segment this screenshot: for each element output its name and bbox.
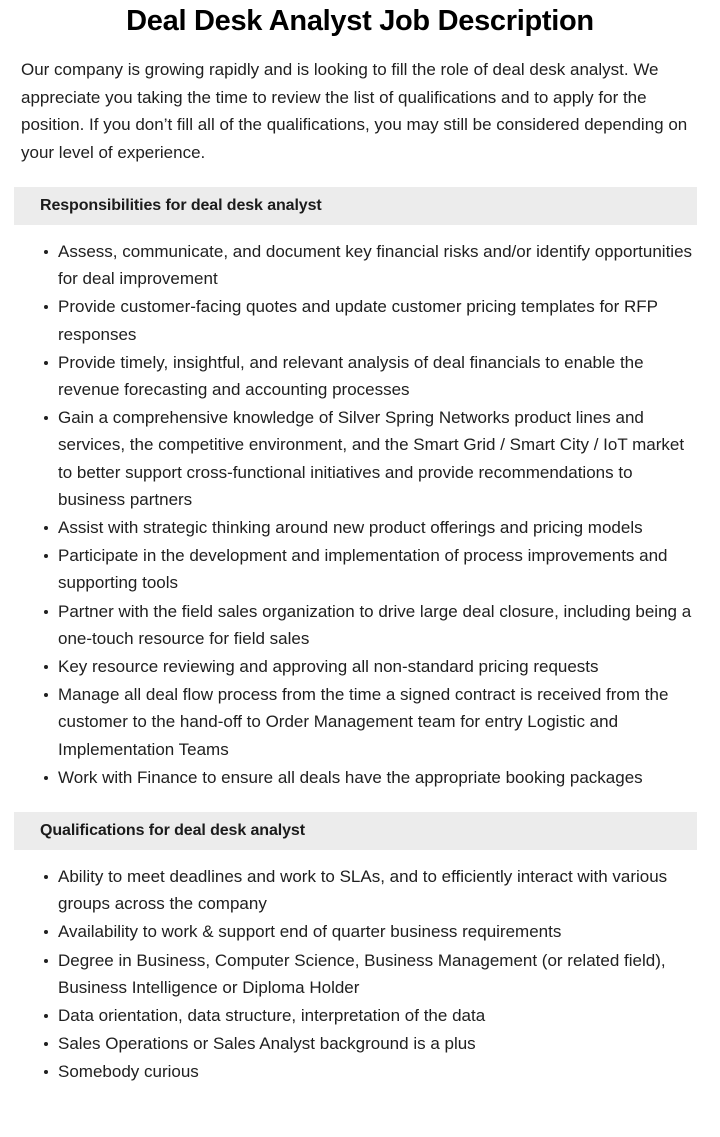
list-item: Degree in Business, Computer Science, Business Management (or related field), Business Intelligence or Diploma Holder — [0, 947, 697, 1001]
section-qualifications — [0, 812, 720, 1086]
list-item: Ability to meet deadlines and work to SLAs, and to efficiently interact with various groups across the company — [0, 863, 697, 917]
list-item: Availability to work & support end of quarter business requirements — [0, 918, 697, 945]
qualifications-list — [0, 850, 720, 1086]
list-item: Data orientation, data structure, interpretation of the data — [0, 1002, 697, 1029]
list-item: Work with Finance to ensure all deals have the appropriate booking packages — [0, 764, 697, 791]
list-item: Provide customer-facing quotes and update customer pricing templates for RFP responses — [0, 293, 697, 347]
list-item: Assist with strategic thinking around new product offerings and pricing models — [0, 514, 697, 541]
list-item: Manage all deal flow process from the time a signed contract is received from the customer to the hand-off to Order Management team for entry Logistic and Implementation Teams — [0, 681, 697, 763]
page-bottom-spacer — [0, 1087, 720, 1111]
list-item: Participate in the development and implementation of process improvements and supporting tools — [0, 542, 697, 596]
page-title: Deal Desk Analyst Job Description — [126, 5, 594, 37]
section-header-qualifications: Qualifications for deal desk analyst — [14, 812, 697, 850]
responsibilities-list — [0, 225, 720, 791]
section-responsibilities — [0, 187, 720, 791]
list-item: Partner with the field sales organization to drive large deal closure, including being a one-touch resource for field sales — [0, 598, 697, 652]
list-item: Gain a comprehensive knowledge of Silver Spring Networks product lines and services, the competitive environment, and the Smart Grid / Smart City / IoT market to better support cross-functional initiatives and provide recommendations to business partners — [0, 404, 697, 513]
list-item: Somebody curious — [0, 1058, 697, 1085]
intro-paragraph: Our company is growing rapidly and is looking to fill the role of deal desk analyst. We appreciate you taking the time to review the list of qualifications and to apply for the position. If you don’t fill all of the qualifications, you may still be considered depending on your level of experience. — [21, 60, 688, 162]
list-item: Key resource reviewing and approving all non-standard pricing requests — [0, 653, 697, 680]
list-item: Sales Operations or Sales Analyst background is a plus — [0, 1030, 697, 1057]
list-item: Provide timely, insightful, and relevant analysis of deal financials to enable the revenue forecasting and accounting processes — [0, 349, 697, 403]
section-header-responsibilities: Responsibilities for deal desk analyst — [14, 187, 697, 225]
list-item: Assess, communicate, and document key financial risks and/or identify opportunities for deal improvement — [0, 238, 697, 292]
